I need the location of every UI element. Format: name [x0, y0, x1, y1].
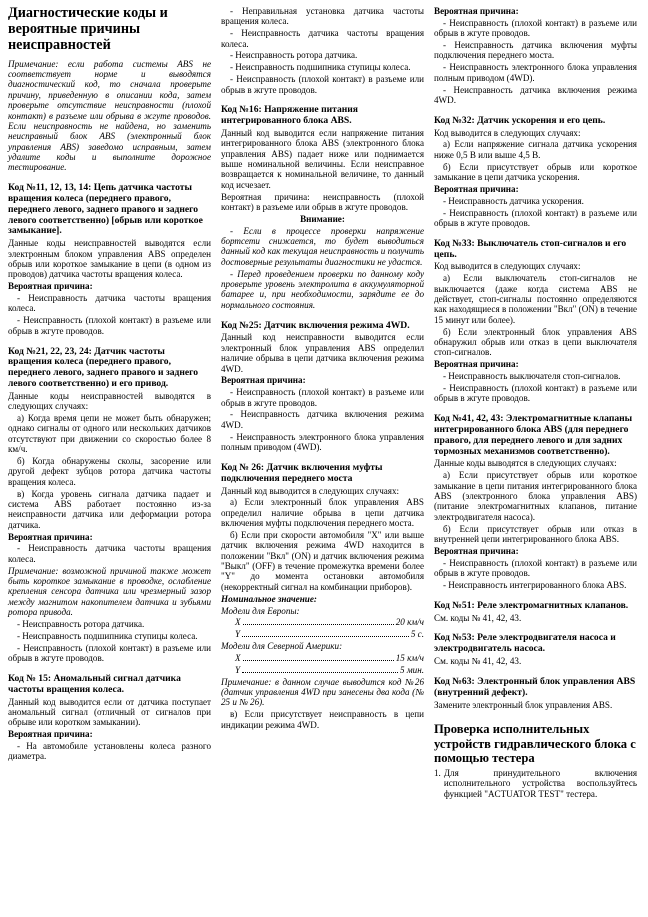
case-a-32: а) Если напряжение сигнала датчика ускорения ниже 0,5 В или выше 4,5 В.	[434, 139, 637, 160]
cause-item: - Неисправность (плохой контакт) в разъеме или обрыв в жгуте проводов.	[8, 642, 211, 663]
probable-cause-16-text: неисправность (плохой контакт) в разъеме или обрыв в жгуте проводов.	[221, 191, 424, 213]
cause-item: - Неисправность подшипника ступицы колеса.	[230, 62, 411, 73]
models-europe-label: Модели для Европы:	[221, 605, 300, 616]
probable-cause-label-6: Вероятная причина:	[434, 6, 519, 16]
dot-leader	[243, 660, 394, 661]
step-number: 1.	[434, 768, 441, 779]
para-code-53: См. коды № 41, 42, 43.	[434, 656, 522, 667]
case-b-33: б) Если электронный блок управления ABS обнаружил обрыв или отказ в цепи выключателя стоп-сигналов.	[434, 326, 637, 358]
para-code-16: Данный код выводится если напряжение питания интегрированного блока ABS (электронного блока управления ABS) падает ниже или поднимается выше номинальной величины. Если неисправное возвращается к номинальной величине, то данный код исчезает.	[221, 128, 424, 190]
para-code-41: Данные коды выводятся в следующих случаях:	[434, 458, 617, 469]
cause-item: - Неисправность ротора датчика.	[17, 618, 145, 629]
cause-item: - Неисправность (плохой контакт) в разъеме или обрыв в жгуте проводов.	[221, 74, 424, 95]
heading-code-16: Код №16: Напряжение питания интегрированного блока ABS.	[221, 104, 358, 127]
para-code-33: Код выводится в следующих случаях:	[434, 261, 581, 272]
cause-item: - На автомобиле установлены колеса разного диаметра.	[8, 740, 211, 762]
heading-code-26: Код № 26: Датчик включения муфты подключения переднего моста	[221, 461, 383, 484]
note-1-label: Примечание:	[8, 58, 59, 69]
case-c-21: в) Когда уровень сигнала датчика падает и система ABS работает постоянно из-за неисправности датчика или деформации ротора датчика.	[8, 488, 211, 530]
spec-row-eu-x	[221, 617, 424, 627]
heading-code-32: Код №32: Датчик ускорения и его цепь.	[434, 114, 606, 126]
nominal-value-label: Номинальное значение:	[221, 593, 317, 604]
spec-label: X	[235, 617, 241, 628]
para-code-63: Замените электронный блок управления ABS.	[434, 699, 613, 710]
case-b-26: б) Если при скорости автомобиля "Х" или выше датчик включения режима 4WD находится в положении "Вкл" (ON) и датчик включения режима "Выкл" (OFF) в течение промежутка времени более "Y" до момента остановки автомобиля (некорректный сигнал на комбинации приборов).	[221, 530, 424, 592]
spec-label: Y	[235, 664, 241, 675]
spec-value: 20 км/ч	[395, 617, 424, 628]
note-2-label: Примечание:	[8, 565, 59, 576]
spec-value: 5 с.	[410, 629, 424, 640]
column-1	[8, 6, 211, 911]
cause-item: - Неисправность датчика включения муфты подключения переднего моста.	[434, 40, 637, 61]
case-b-32: б) Если присутствует обрыв или короткое замыкание в цепи датчика ускорения.	[434, 161, 637, 182]
column-2	[221, 6, 424, 911]
cause-item: - Неисправность датчика частоты вращения колеса.	[8, 293, 211, 314]
warning-item: - Перед проведением проверки по данному коду проверьте уровень электролита в аккумуляторной батарее и, при необходимости, зарядите ее до нормального состояния.	[221, 268, 424, 310]
para-code-15: Данный код выводится если от датчика поступает аномальный сигнал (отличный от сигналов при обрыве или коротком замыкании).	[8, 696, 211, 728]
case-a-33: а) Если выключатель стоп-сигналов не выключается (даже когда система ABS не действует, стоп-сигналы постоянно определяются как находящиеся в положении "Вкл" (ON) в течение 15 минут или более).	[434, 273, 637, 325]
heading-actuator-check: Проверка исполнительных устройств гидравлического блока с помощью тестера	[434, 722, 636, 765]
note-1-text: если работа системы ABS не соответствует норме и выводятся диагностический код, то сначала проверьте причину, приведенную в описании кода, затем проверьте отсутствие неисправности (плохой контакт) в разъеме или обрыва в жгуте проводов. Если неисправность не найдена, но заменить неисправный блок ABS (электронный блок управления ABS) заведомо исправным, затем удалите коды и выполните дорожное тестирование.	[8, 58, 211, 173]
cause-item: - Неисправность датчика ускорения.	[443, 195, 584, 206]
case-b-21: б) Когда обнаружены сколы, засорение или другой дефект зубцов ротора датчика частоты вращения колеса.	[8, 456, 211, 487]
cause-item: - Неисправность (плохой контакт) в разъеме или обрыв в жгуте проводов.	[434, 17, 637, 39]
note-2-text: возможной причиной также может быть короткое замыкание в проводке, ослабление крепления сенсора датчика или чрезмерный зазор между магнитом накопителем датчика и зубьями ротора привода.	[8, 565, 211, 618]
cause-item: - Неисправность интегрированного блока ABS.	[443, 579, 627, 590]
heading-code-25: Код №25: Датчик включения режима 4WD.	[221, 319, 410, 331]
cause-item: - Неисправность ротора датчика.	[230, 50, 358, 61]
heading-code-15: Код № 15: Аномальный сигнал датчика частоты вращения колеса.	[8, 672, 181, 695]
spec-value: 15 км/ч	[395, 652, 424, 663]
warning-item: - Если в процессе проверки напряжение бортсети снижается, то будет выводиться данный код как текущая неисправность и получить достоверные результаты диагностики не удастся.	[221, 225, 424, 267]
heading-code-21: Код №21, 22, 23, 24: Датчик частоты вращения колеса (переднего правого, переднего левого, заднего правого и заднего левого соответственно) и его привод.	[8, 345, 199, 390]
note-3-text: в данном случае выводится код №26 (датчик управления 4WD при занесены два кода (№ 25 и № 26).	[221, 676, 424, 708]
cause-item: - Неисправность электронного блока управления полным приводом (4WD).	[434, 62, 637, 83]
probable-cause-16	[221, 192, 424, 213]
cause-item: - Неисправность датчика частоты вращения колеса.	[8, 543, 211, 564]
para-code-11: Данные коды неисправностей выводятся если электронным блоком управления ABS определен обрыв или короткое замыкание в цепи (в одном из проводов) датчика частоты вращения колеса.	[8, 238, 211, 280]
step-text: Для принудительного включения исполнительного устройства воспользуйтесь функцией "ACTUATOR TEST" тестера.	[443, 768, 637, 799]
models-na-label: Модели для Северной Америки:	[221, 641, 343, 652]
heading-code-53: Код №53: Реле электродвигателя насоса и электродвигатель насоса.	[434, 632, 616, 655]
probable-cause-label-7: Вероятная причина:	[434, 183, 519, 194]
para-code-51: См. коды № 41, 42, 43.	[434, 612, 522, 623]
para-code-25: Данный код неисправности выводится если электронный блок управления ABS определил наличие обрыва в цепи датчика включения режима 4WD.	[221, 332, 424, 374]
three-column-layout	[8, 6, 640, 911]
heading-code-11: Код №11, 12, 13, 14: Цепь датчика частоты вращения колеса (переднего правого, переднего левого, заднего правого и заднего левого соответственно) [обрыв или короткое замыкание].	[8, 182, 203, 237]
note-3	[221, 677, 424, 708]
heading-code-63: Код №63: Электронный блок управления ABS (внутренний дефект).	[434, 675, 636, 698]
dot-leader	[243, 624, 394, 625]
case-v-26: в) Если присутствует неисправность в цепи индикации режима 4WD.	[221, 709, 424, 730]
probable-cause-label-3: Вероятная причина:	[8, 729, 93, 740]
case-a-26: а) Если электронный блок управления ABS определил наличие обрыва в цепи датчика включения муфты подключения переднего моста.	[221, 497, 424, 529]
dot-leader	[242, 672, 398, 673]
para-code-32: Код выводится в следующих случаях:	[434, 127, 581, 138]
note-1	[8, 59, 211, 173]
page-title: Диагностические коды и вероятные причины неисправностей	[8, 5, 168, 53]
case-a-21: а) Когда время цепи не может быть обнаружен; однако сигналы от одного или нескольких датчиков отсутствуют при движении со скоростью более 8 км/ч.	[8, 413, 211, 455]
cause-item: - Неисправность (плохой контакт) в разъеме или обрыв в жгуте проводов.	[434, 382, 637, 404]
probable-cause-label-8: Вероятная причина:	[434, 359, 519, 370]
heading-code-41: Код №41, 42, 43: Электромагнитные клапаны интегрированного блока ABS (для переднего правого, для переднего левого и для задних тормозных механизмов соответственно).	[434, 413, 633, 457]
cause-item: - Неисправность датчика включения режима 4WD.	[434, 84, 637, 105]
cause-item: - Неправильная установка датчика частоты вращения колеса.	[221, 6, 424, 27]
probable-cause-label-1: Вероятная причина:	[8, 281, 93, 292]
probable-cause-label-5: Вероятная причина:	[221, 375, 306, 386]
case-a-41: а) Если присутствует обрыв или короткое замыкание в цепи питания интегрированного блока ABS (электронного блока управления ABS) (питание электромагнитных клапанов, питание электродвигателя насоса).	[434, 470, 637, 522]
cause-item: - Неисправность (плохой контакт) в разъеме или обрыв в жгуте проводов.	[8, 315, 211, 336]
cause-item: - Неисправность выключателя стоп-сигналов.	[443, 371, 621, 382]
probable-cause-label-2: Вероятная причина:	[8, 531, 93, 542]
spec-row-na-x	[221, 653, 424, 663]
spec-row-eu-y	[221, 629, 424, 639]
spec-value: 5 мин.	[400, 664, 424, 675]
case-b-41: б) Если присутствует обрыв или отказ в внутренней цепи интегрированного блока ABS.	[434, 523, 637, 544]
dot-leader	[242, 636, 409, 637]
cause-item: - Неисправность электронного блока управления полным приводом (4WD).	[221, 431, 424, 453]
para-code-21: Данные коды неисправностей выводятся в следующих случаях:	[8, 390, 211, 412]
note-3-label: Примечание:	[221, 676, 272, 687]
spec-label: Y	[235, 629, 241, 640]
cause-item: - Неисправность датчика включения режима 4WD.	[221, 409, 424, 430]
probable-cause-label-4: Вероятная причина:	[221, 191, 310, 202]
column-3	[434, 6, 637, 911]
heading-code-33: Код №33: Выключатель стоп-сигналов и его цепь.	[434, 237, 627, 260]
cause-item: - Неисправность подшипника ступицы колеса.	[17, 630, 198, 641]
warning-label: Внимание:	[300, 213, 345, 224]
cause-item: - Неисправность датчика частоты вращения колеса.	[221, 28, 424, 49]
cause-item: - Неисправность (плохой контакт) в разъеме или обрыв в жгуте проводов.	[221, 387, 424, 408]
probable-cause-label-9: Вероятная причина:	[434, 545, 519, 556]
heading-code-51: Код №51: Реле электромагнитных клапанов.	[434, 599, 629, 611]
note-2	[8, 566, 211, 618]
numbered-step-1	[434, 768, 637, 799]
cause-item: - Неисправность (плохой контакт) в разъеме или обрыв в жгуте проводов.	[434, 207, 637, 228]
cause-item: - Неисправность (плохой контакт) в разъеме или обрыв в жгуте проводов.	[434, 557, 637, 579]
spec-label: X	[235, 652, 241, 663]
para-code-26: Данный код выводится в следующих случаях:	[221, 485, 400, 496]
spec-row-na-y	[221, 665, 424, 675]
